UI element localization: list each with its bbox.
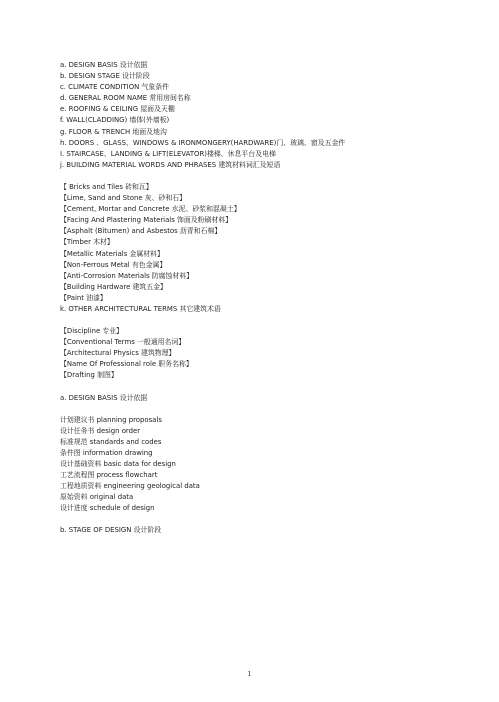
design-basis-item: 工程地质资料 engineering geological data: [60, 482, 200, 491]
other-terms-item: 【Architectural Physics 建筑物理】: [60, 349, 176, 358]
page-number: 1: [247, 670, 252, 678]
outline-item: f. WALL(CLADDING) 墙体(外墙板): [60, 116, 170, 125]
materials-item: 【Building Hardware 建筑五金】: [60, 282, 167, 291]
materials-item: 【Non-Ferrous Metal 有色金属】: [60, 260, 167, 269]
other-terms-item: 【Drafting 制图】: [60, 371, 118, 380]
design-basis-item: 原始资料 original data: [60, 493, 134, 502]
other-terms-item: 【Name Of Professional role 职务名称】: [60, 360, 193, 369]
materials-item: 【Lime, Sand and Stone 灰、砂和石】: [60, 194, 187, 203]
design-basis-item: 设计任务书 design order: [60, 426, 141, 435]
materials-item: 【Timber 木材】: [60, 238, 114, 247]
design-basis-item: 工艺流程图 process flowchart: [60, 471, 158, 480]
design-basis-list: [60, 415, 480, 515]
other-terms-list: [60, 326, 480, 381]
outline-list: [60, 60, 480, 171]
outline-item: d. GENERAL ROOM NAME 常用房间名称: [60, 94, 191, 103]
materials-item: 【Facing And Plastering Materials 饰面及粉刷材料】: [60, 216, 233, 225]
design-basis-heading: a. DESIGN BASIS 设计依据: [60, 393, 148, 402]
materials-item: 【Asphalt (Bitumen) and Asbestos 沥青和石棉】: [60, 227, 222, 236]
other-terms-item: 【Conventional Terms 一般通用名词】: [60, 338, 186, 347]
outline-item: e. ROOFING & CEILING 屋面及天棚: [60, 105, 175, 114]
materials-item: 【Cement, Mortar and Concrete 水泥、砂浆和混凝土】: [60, 205, 241, 214]
materials-item: 【Anti-Corrosion Materials 防腐蚀材料】: [60, 271, 194, 280]
design-basis-item: 条件图 information drawing: [60, 448, 153, 457]
outline-item: b. DESIGN STAGE 设计阶段: [60, 72, 150, 81]
outline-item: a. DESIGN BASIS 设计依据: [60, 61, 148, 69]
materials-list: [60, 182, 480, 315]
outline-item: g. FLOOR & TRENCH 地面及地沟: [60, 127, 167, 136]
other-terms-item: 【Discipline 专业】: [60, 327, 124, 336]
design-basis-item: 设计基础资料 basic data for design: [60, 460, 176, 468]
outline-item: I. STAIRCASE、LANDING & LIFT(ELEVATOR)楼梯、休息平台及电梯: [60, 149, 276, 158]
materials-item: 【Metallic Materials 金属材料】: [60, 249, 164, 258]
design-basis-item: 计划建议书 planning proposals: [60, 415, 162, 424]
outline-item: h. DOORS 、GLASS、WINDOWS & IRONMONGERY(HARDWARE)门、玻璃、窗及五金件: [60, 138, 346, 147]
outline-item: c. CLIMATE CONDITION 气象条件: [60, 83, 170, 92]
design-basis-item: 标准规范 standards and codes: [60, 437, 162, 446]
outline-item: j. BUILDING MATERIAL WORDS AND PHRASES 建筑材料词汇及短语: [60, 160, 281, 169]
design-basis-item: 设计进度 schedule of design: [60, 504, 155, 513]
materials-item: 【 Bricks and Tiles 砖和瓦】: [60, 182, 153, 191]
content-column: [60, 60, 480, 537]
materials-item: k. OTHER ARCHITECTURAL TERMS 其它建筑术语: [60, 304, 221, 313]
stage-of-design-heading: b. STAGE OF DESIGN 设计阶段: [60, 526, 162, 535]
materials-item: 【Paint 油漆】: [60, 293, 107, 302]
